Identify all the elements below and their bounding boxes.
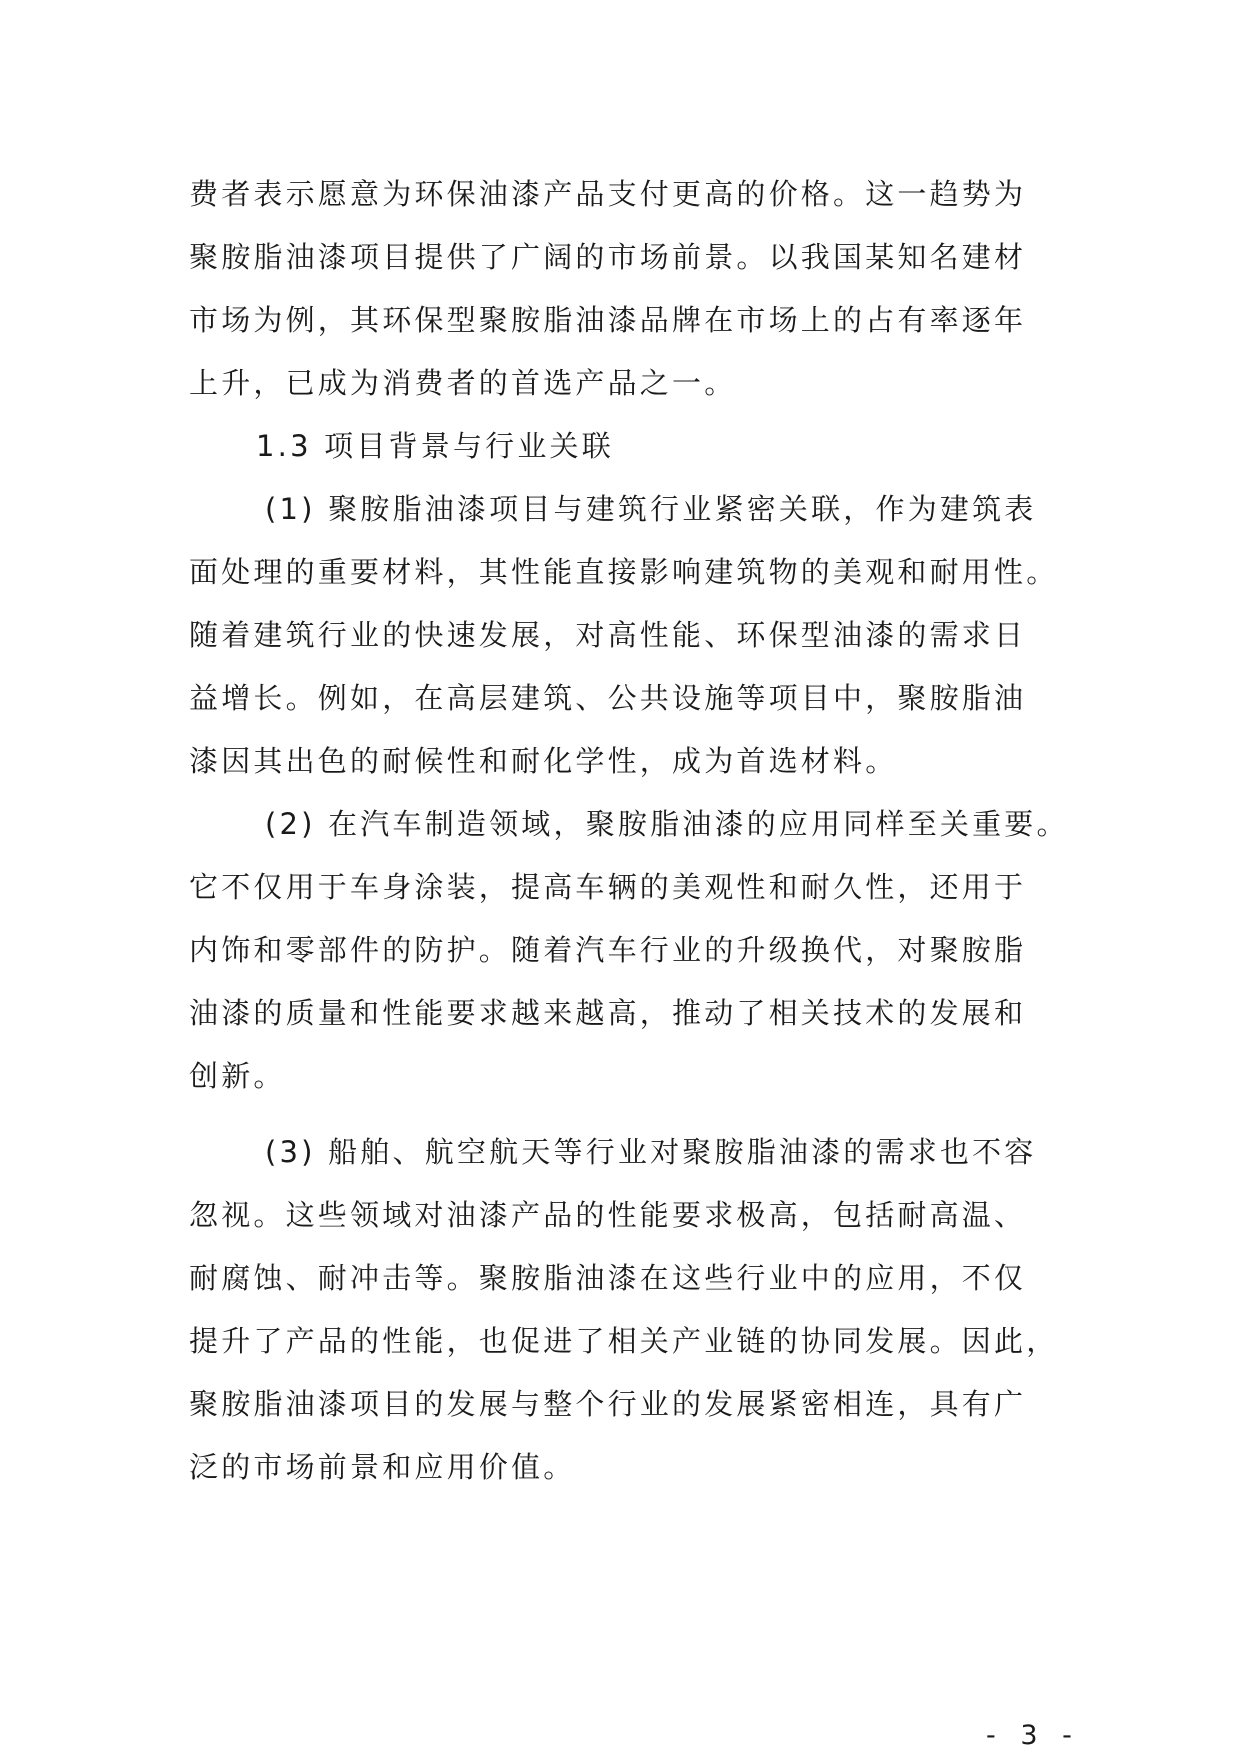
text-line: 忽视。这些领域对油漆产品的性能要求极高，包括耐高温、 [189, 1198, 1027, 1232]
text-line: (3) 船舶、航空航天等行业对聚胺脂油漆的需求也不容 [265, 1135, 1037, 1169]
page-number: - 3 - [986, 1720, 1080, 1751]
text-line: 益增长。例如，在高层建筑、公共设施等项目中，聚胺脂油 [189, 681, 1027, 715]
document-body [189, 163, 1069, 1499]
text-line: 随着建筑行业的快速发展，对高性能、环保型油漆的需求日 [189, 618, 1027, 652]
text-line: 提升了产品的性能，也促进了相关产业链的协同发展。因此， [189, 1324, 1059, 1358]
text-line: 聚胺脂油漆项目提供了广阔的市场前景。以我国某知名建材 [189, 240, 1027, 274]
text-line: 泛的市场前景和应用价值。 [189, 1450, 576, 1484]
text-line: 漆因其出色的耐候性和耐化学性，成为首选材料。 [189, 744, 898, 778]
text-line: (1) 聚胺脂油漆项目与建筑行业紧密关联，作为建筑表 [265, 492, 1037, 526]
text-line: 耐腐蚀、耐冲击等。聚胺脂油漆在这些行业中的应用，不仅 [189, 1261, 1027, 1295]
list-item-1 [189, 478, 1059, 793]
section-heading: 1.3 项目背景与行业关联 [256, 429, 614, 463]
list-item-3 [189, 1121, 1059, 1499]
text-line: (2) 在汽车制造领域，聚胺脂油漆的应用同样至关重要。 [265, 807, 1069, 841]
text-line: 油漆的质量和性能要求越来越高，推动了相关技术的发展和 [189, 996, 1027, 1030]
text-line: 内饰和零部件的防护。随着汽车行业的升级换代，对聚胺脂 [189, 933, 1027, 967]
text-line: 费者表示愿意为环保油漆产品支付更高的价格。这一趋势为 [189, 177, 1027, 211]
text-line: 创新。 [189, 1059, 286, 1093]
list-item-2 [189, 793, 1069, 1108]
text-line: 上升，已成为消费者的首选产品之一。 [189, 366, 737, 400]
text-line: 面处理的重要材料，其性能直接影响建筑物的美观和耐用性。 [189, 555, 1059, 589]
text-line: 它不仅用于车身涂装，提高车辆的美观性和耐久性，还用于 [189, 870, 1027, 904]
paragraph-intro [189, 163, 1059, 415]
paragraph-spacer [189, 1108, 1059, 1121]
text-line: 聚胺脂油漆项目的发展与整个行业的发展紧密相连，具有广 [189, 1387, 1027, 1421]
text-line: 市场为例，其环保型聚胺脂油漆品牌在市场上的占有率逐年 [189, 303, 1027, 337]
